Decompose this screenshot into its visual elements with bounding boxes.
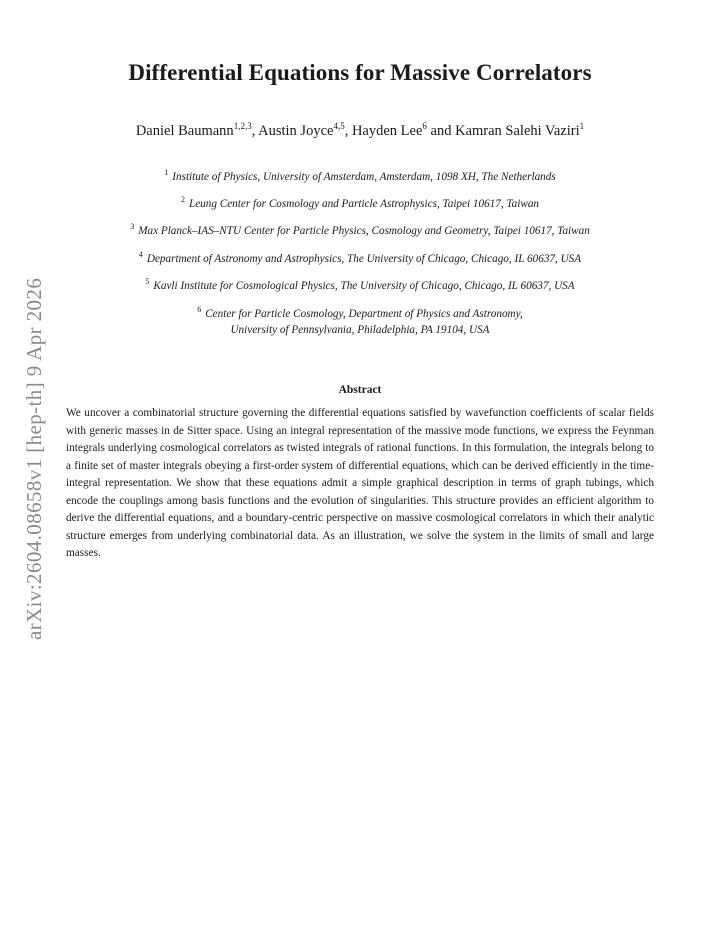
affiliation-6: $^6$ Center for Particle Cosmology, Department of Physics and Astronomy, University of Pennsylvania, Philadelphia, PA 19104, USA xyxy=(197,305,523,336)
author: Daniel Baumann$^{1,2,3}$, xyxy=(135,121,259,139)
author: Kamran Salehi Vaziri$^1$ xyxy=(455,121,585,139)
author-list xyxy=(0,123,720,140)
author: Hayden Lee$^6$ and xyxy=(351,121,456,139)
affiliation-3: $^3$ Max Planck–IAS–NTU Center for Particle Physics, Cosmology and Geometry, Taipei 10617, Taiwan xyxy=(130,222,590,237)
affiliation-5: $^5$ Kavli Institute for Cosmological Physics, The University of Chicago, Chicago, IL 60637, USA xyxy=(145,277,575,292)
affiliation-1: $^1$ Institute of Physics, University of Amsterdam, Amsterdam, 1098 XH, The Netherlands xyxy=(164,168,556,183)
abstract-body: We uncover a combinatorial structure governing the differential equations satisfied by wavefunction coefficients of scalar fields with generic masses in de Sitter space. Using an integral representation of the massive mode functions, we express the Feynman integrals underlying cosmological correlators as twisted integrals of rational functions. In this formulation, the integrals belong to a finite set of master integrals obeying a first-order system of differential equations, which can be derived efficiently in the time-integral representation. We show that these equations admit a simple graphical description in terms of graph tubings, which encode the couplings among basis functions and the evolution of singularities. This structure provides an efficient algorithm to derive the differential equations, and a boundary-centric perspective on massive cosmological correlators in which their analytic structure emerges from underlying combinatorial data. As an illustration, we solve the system in the limits of small and large masses. xyxy=(66,407,654,559)
author: Austin Joyce$^{4,5}$, xyxy=(258,121,352,139)
paper-title: Differential Equations for Massive Correlators xyxy=(128,60,592,85)
affiliation-2: $^2$ Leung Center for Cosmology and Particle Astrophysics, Taipei 10617, Taiwan xyxy=(180,195,540,210)
affiliation-4: $^4$ Department of Astronomy and Astrophysics, The University of Chicago, Chicago, IL 60637, USA xyxy=(138,250,582,265)
abstract-heading: Abstract xyxy=(338,384,382,396)
arxiv-identifier-stamp: arXiv:2604.08658v1 [hep-th] 9 Apr 2026 xyxy=(22,277,46,640)
